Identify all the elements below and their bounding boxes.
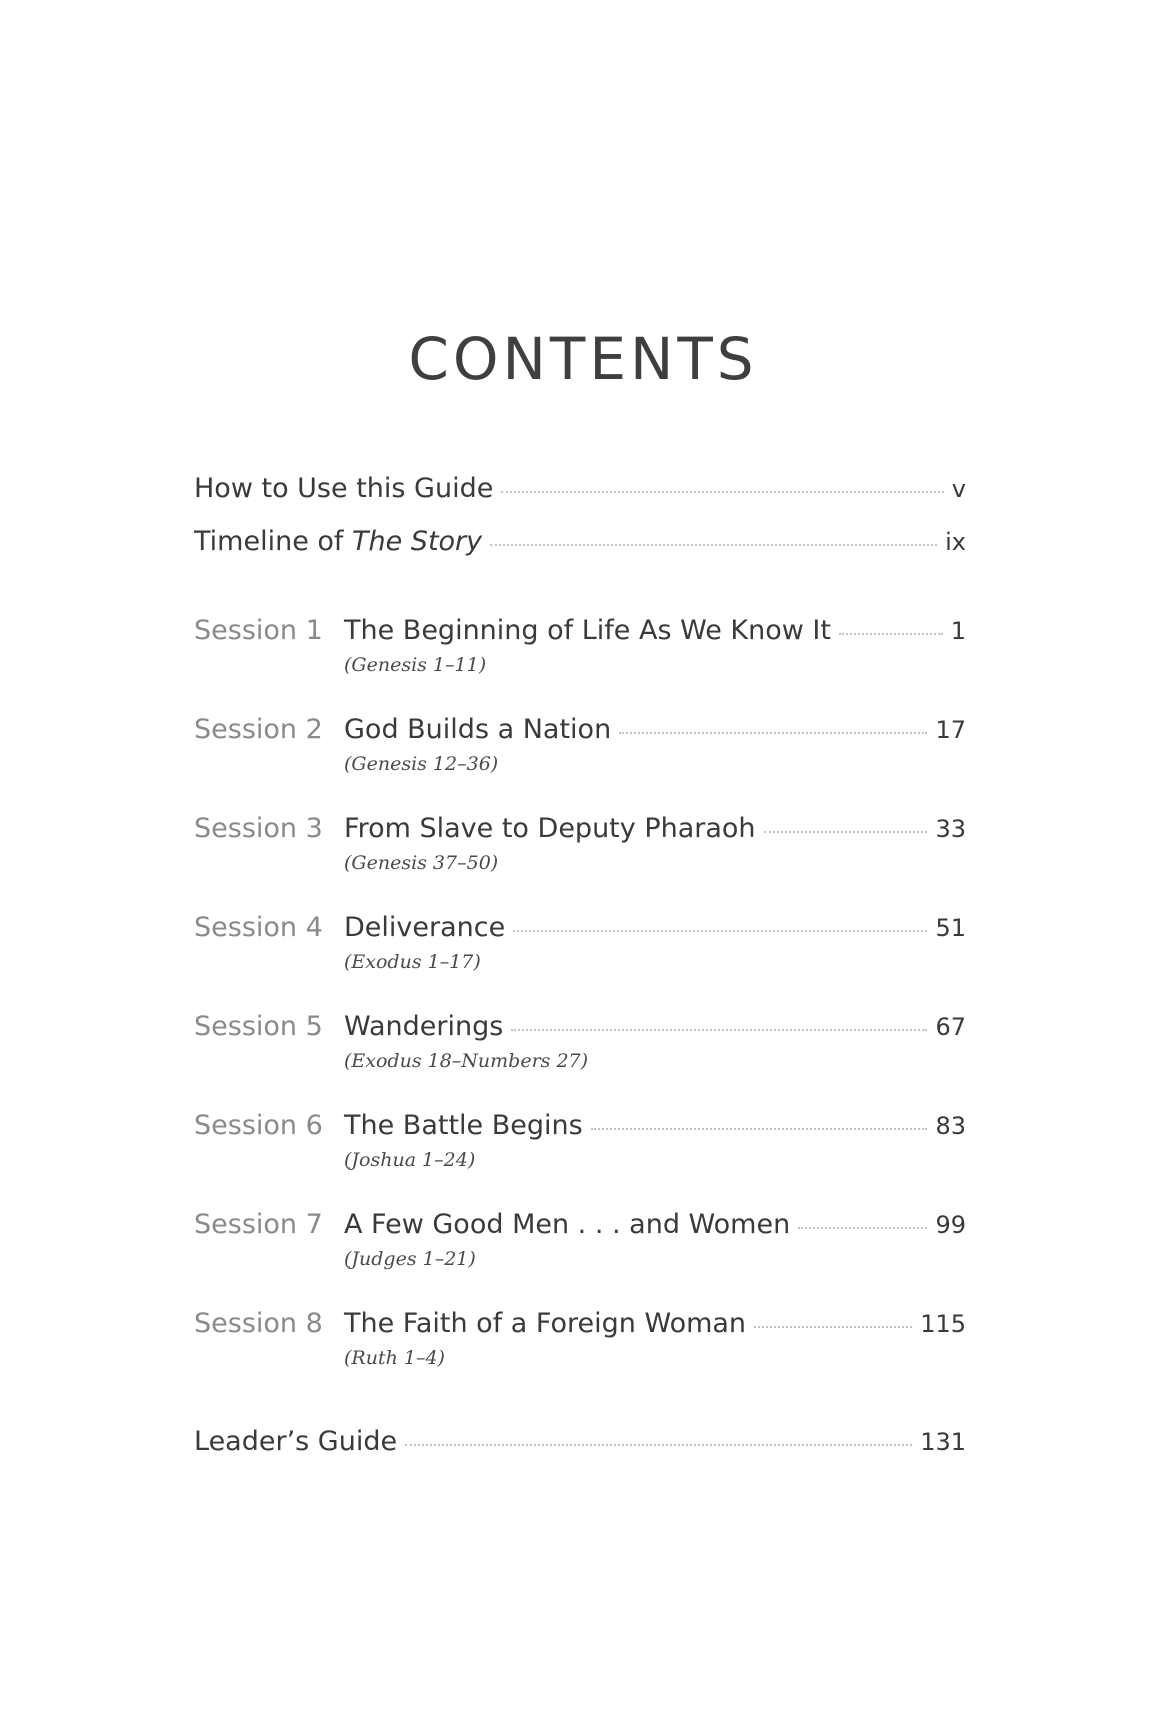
toc-entry-title: A Few Good Men . . . and Women — [344, 1209, 791, 1240]
toc-page-number: ix — [945, 528, 966, 556]
dot-leader — [513, 930, 927, 932]
dot-leader — [511, 1029, 927, 1031]
session-label: Session 5 — [194, 1011, 323, 1042]
session-label: Session 2 — [194, 714, 323, 745]
toc-entry-leaders-guide[interactable] — [194, 1428, 966, 1455]
toc-entry-how-to-use[interactable] — [194, 475, 966, 502]
toc-entry-title: From Slave to Deputy Pharaoh — [344, 813, 756, 844]
session-label: Session 8 — [194, 1308, 323, 1339]
dot-leader — [798, 1227, 927, 1229]
dot-leader — [754, 1326, 912, 1328]
toc-page-number: 131 — [920, 1428, 966, 1456]
toc-page-number: 115 — [920, 1310, 966, 1338]
session-scripture: (Genesis 1–11) — [344, 654, 487, 676]
toc-entry-title-prefix: Timeline of — [194, 526, 352, 557]
dot-leader — [764, 831, 928, 833]
dot-leader — [619, 732, 927, 734]
dot-leader — [501, 491, 943, 493]
toc-entry-title: God Builds a Nation — [344, 714, 612, 745]
dot-leader — [405, 1444, 912, 1446]
toc-entry-title — [194, 528, 482, 555]
toc-page-number: v — [951, 475, 966, 503]
toc-entry-title: Leader’s Guide — [194, 1426, 398, 1457]
page-title: CONTENTS — [408, 325, 758, 393]
dot-leader — [591, 1128, 928, 1130]
toc-session-8[interactable] — [194, 1310, 966, 1337]
session-scripture: (Judges 1–21) — [344, 1248, 476, 1270]
session-scripture: (Exodus 1–17) — [344, 951, 481, 973]
toc-entry-title: Wanderings — [344, 1011, 504, 1042]
toc-entry-timeline[interactable] — [194, 528, 966, 555]
toc-page-number: 83 — [935, 1112, 966, 1140]
toc-page-number: 33 — [935, 815, 966, 843]
dot-leader — [490, 544, 937, 546]
session-label: Session 7 — [194, 1209, 323, 1240]
toc-page-number: 67 — [935, 1013, 966, 1041]
session-label: Session 6 — [194, 1110, 323, 1141]
session-scripture: (Genesis 12–36) — [344, 753, 499, 775]
toc-entry-title: Deliverance — [344, 912, 506, 943]
toc-page-number: 1 — [950, 617, 966, 645]
toc-session-3[interactable] — [194, 815, 966, 842]
toc-page-number: 17 — [935, 716, 966, 744]
session-scripture: (Genesis 37–50) — [344, 852, 499, 874]
toc-session-6[interactable] — [194, 1112, 966, 1139]
toc-session-7[interactable] — [194, 1211, 966, 1238]
session-scripture: (Ruth 1–4) — [344, 1347, 445, 1369]
toc-page-number: 51 — [935, 914, 966, 942]
toc-entry-title: How to Use this Guide — [194, 473, 494, 504]
toc-entry-title-italic: The Story — [352, 526, 483, 557]
toc-session-1[interactable] — [194, 617, 966, 644]
session-label: Session 3 — [194, 813, 323, 844]
toc-session-5[interactable] — [194, 1013, 966, 1040]
session-scripture: (Joshua 1–24) — [344, 1149, 476, 1171]
dot-leader — [839, 633, 943, 635]
session-scripture: (Exodus 18–Numbers 27) — [344, 1050, 589, 1072]
toc-page-number: 99 — [935, 1211, 966, 1239]
toc-entry-title: The Battle Begins — [344, 1110, 583, 1141]
session-label: Session 4 — [194, 912, 323, 943]
toc-session-4[interactable] — [194, 914, 966, 941]
toc-session-2[interactable] — [194, 716, 966, 743]
session-label: Session 1 — [194, 615, 323, 646]
toc-entry-title: The Beginning of Life As We Know It — [344, 615, 831, 646]
toc-entry-title: The Faith of a Foreign Woman — [344, 1308, 747, 1339]
